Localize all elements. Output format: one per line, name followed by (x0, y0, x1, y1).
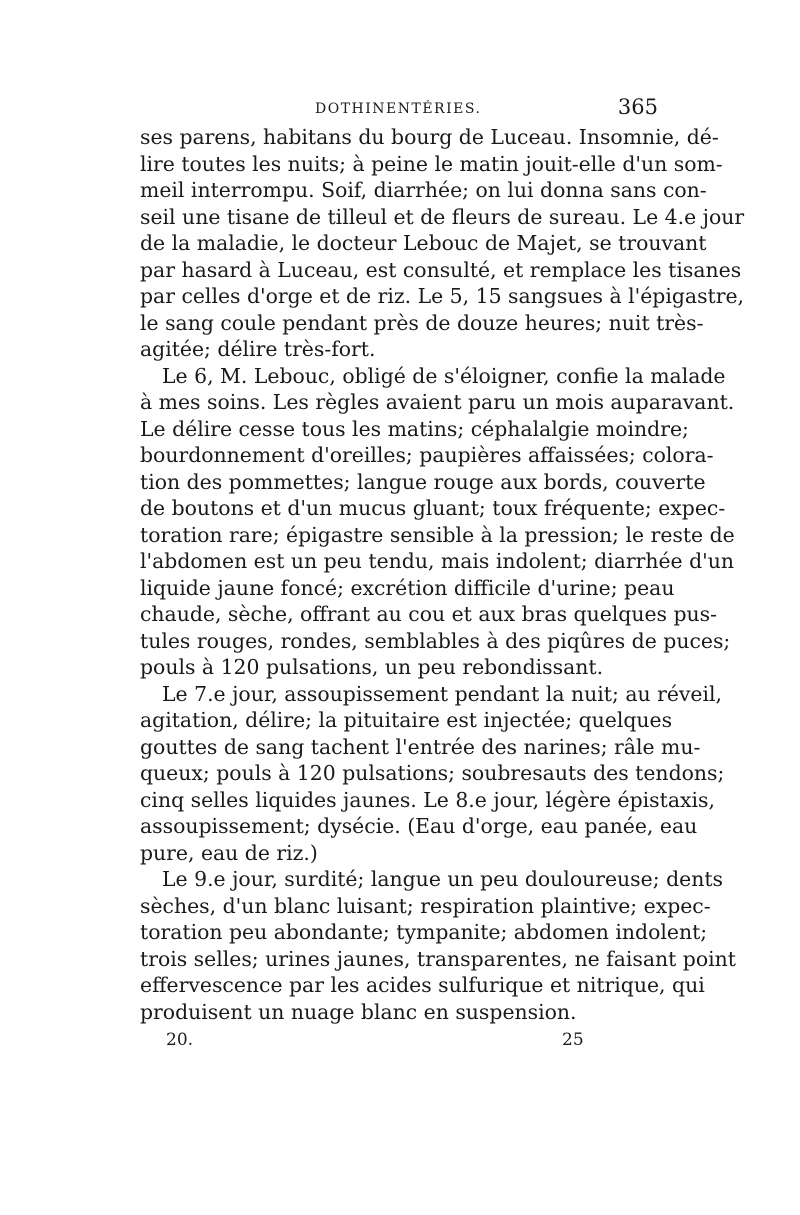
text-line: à mes soins. Les règles avaient paru un mois auparavant. (140, 390, 735, 414)
text-line: seil une tisane de tilleul et de fleurs de sureau. Le 4.e jour (140, 204, 745, 229)
text-line: de boutons et d'un mucus gluant; toux fréquente; expec- (140, 496, 726, 520)
text-line: Le délire cesse tous les matins; céphalalgie moindre; (140, 416, 689, 441)
paragraph-start: Le 7.e jour, assoupissement pendant la nuit; au réveil, (162, 681, 723, 706)
text-line: toration peu abondante; tympanite; abdomen indolent; (140, 920, 708, 944)
body-text (140, 124, 745, 1025)
text-line: sèches, d'un blanc luisant; respiration plaintive; expec- (140, 893, 711, 918)
gathering-signature: 20. (166, 1030, 194, 1050)
text-line: gouttes de sang tachent l'entrée des narines; râle mu- (140, 734, 701, 759)
text-line: assoupissement; dysécie. (Eau d'orge, eau panée, eau (140, 814, 698, 838)
text-line: produisent un nuage blanc en suspension. (140, 999, 577, 1024)
text-line: cinq selles liquides jaunes. Le 8.e jour, légère épistaxis, (140, 787, 715, 812)
text-line: liquide jaune foncé; excrétion difficile d'urine; peau (140, 575, 675, 600)
text-line: trois selles; urines jaunes, transparentes, ne faisant point (140, 946, 736, 971)
text-line: par celles d'orge et de riz. Le 5, 15 sangsues à l'épigastre, (140, 284, 745, 308)
text-line: chaude, sèche, offrant au cou et aux bras quelques pus- (140, 602, 718, 626)
page-number: 365 (617, 95, 658, 119)
text-line: tion des pommettes; langue rouge aux bords, couverte (140, 469, 706, 494)
sheet-number: 25 (562, 1030, 584, 1050)
running-title: DOTHINENTÉRIES. (315, 101, 482, 117)
text-line: agitée; délire très-fort. (140, 337, 376, 361)
text-line: toration rare; épigastre sensible à la pression; le reste de (140, 522, 735, 547)
paragraph-start: Le 6, M. Lebouc, obligé de s'éloigner, confie la malade (162, 363, 726, 388)
page-footer (140, 1030, 660, 1060)
text-line: de la maladie, le docteur Lebouc de Majet, se trouvant (140, 231, 707, 255)
text-line: queux; pouls à 120 pulsations; soubresauts des tendons; (140, 761, 725, 785)
text-line: par hasard à Luceau, est consulté, et remplace les tisanes (140, 257, 742, 282)
paragraph-start: Le 9.e jour, surdité; langue un peu douloureuse; dents (162, 867, 723, 891)
text-line: meil interrompu. Soif, diarrhée; on lui donna sans con- (140, 178, 707, 202)
text-line: l'abdomen est un peu tendu, mais indolent; diarrhée d'un (140, 549, 735, 573)
text-line: agitation, délire; la pituitaire est injectée; quelques (140, 708, 673, 732)
text-line: effervescence par les acides sulfurique et nitrique, qui (140, 973, 705, 997)
text-line: le sang coule pendant près de douze heures; nuit très- (140, 310, 704, 335)
text-line: bourdonnement d'oreilles; paupières affaissées; colora- (140, 443, 714, 467)
text-line: ses parens, habitans du bourg de Luceau. Insomnie, dé- (140, 125, 719, 149)
page-header (140, 95, 660, 125)
text-line: lire toutes les nuits; à peine le matin jouit-elle d'un som- (140, 151, 723, 176)
text-line: pouls à 120 pulsations, un peu rebondissant. (140, 655, 604, 679)
text-line: pure, eau de riz.) (140, 840, 318, 865)
text-line: tules rouges, rondes, semblables à des piqûres de puces; (140, 628, 731, 653)
